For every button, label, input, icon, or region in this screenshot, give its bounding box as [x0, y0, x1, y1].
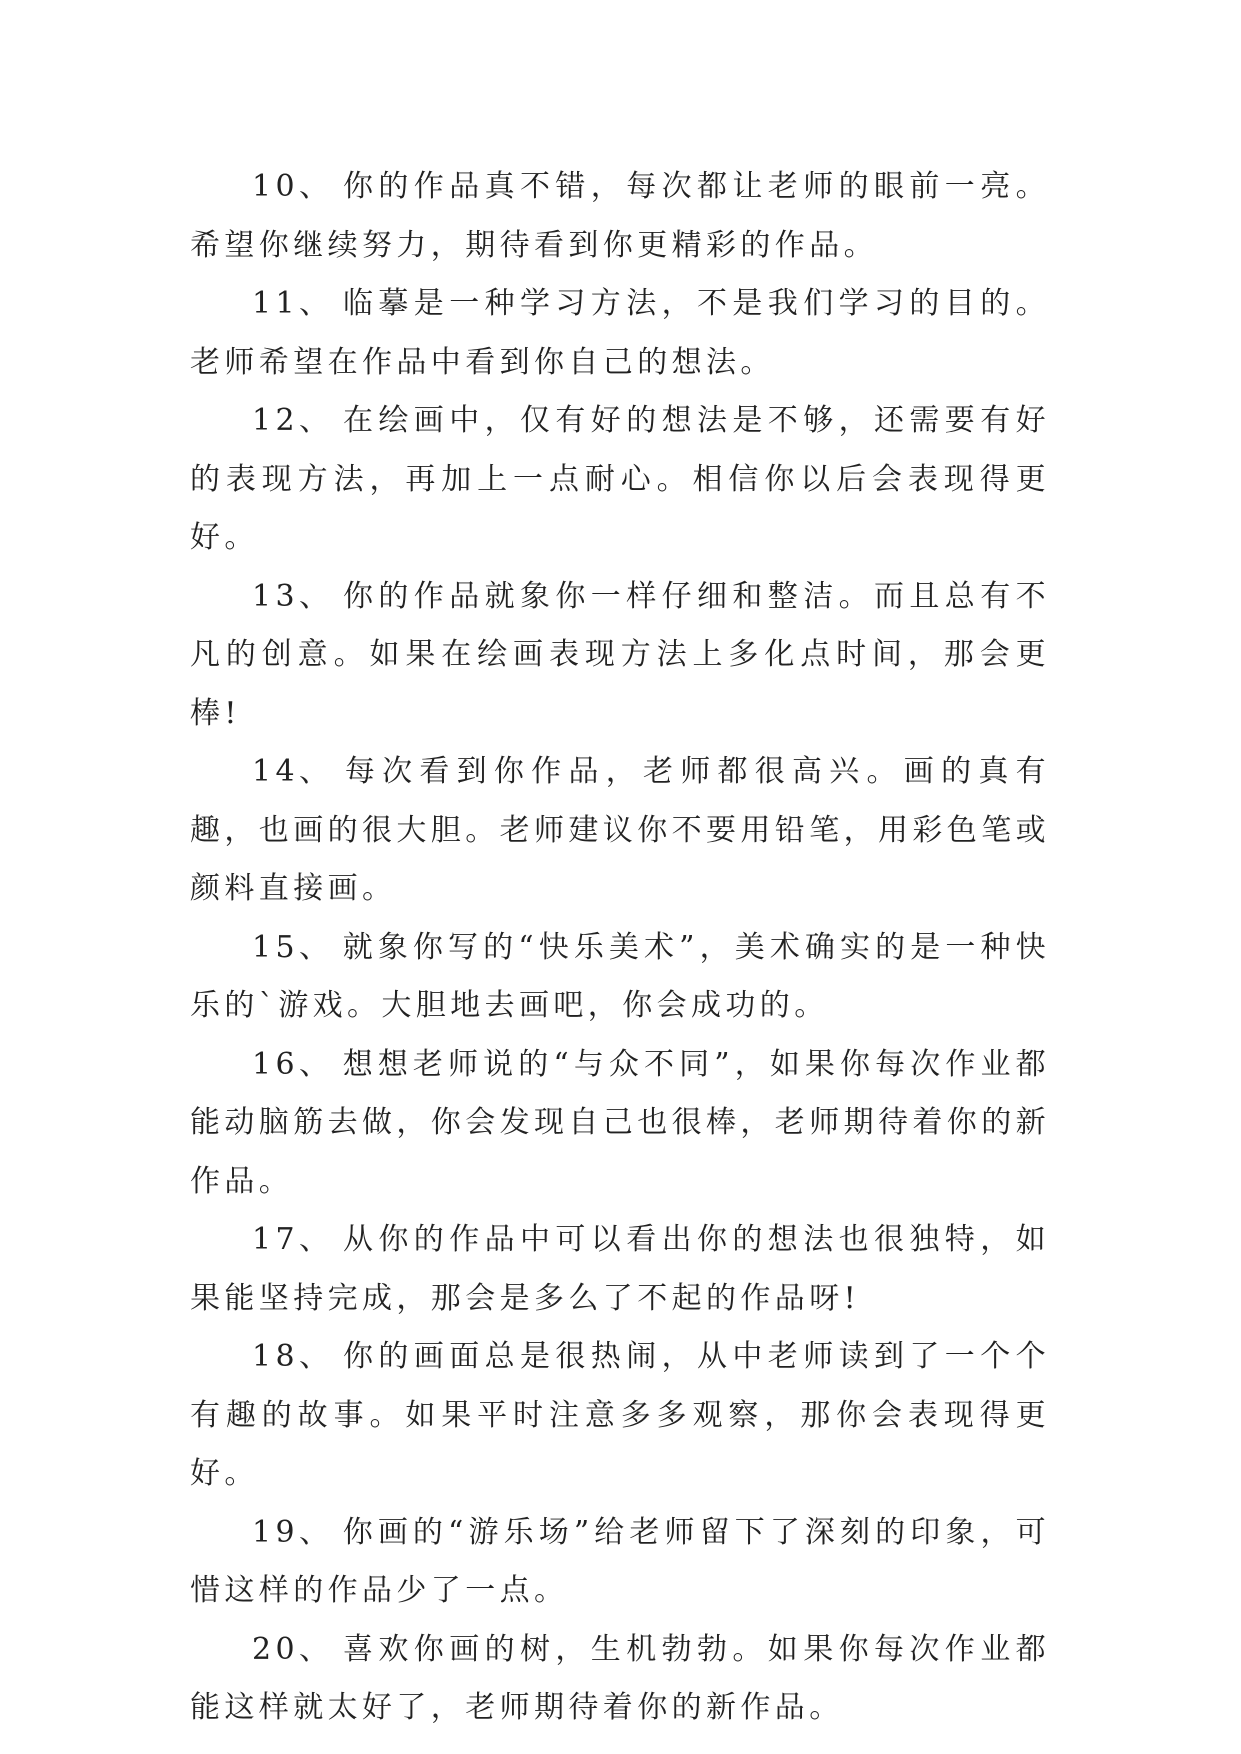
- item-number: 19、: [252, 1514, 334, 1550]
- item-number: 14、: [252, 754, 334, 789]
- list-item: [190, 1211, 1050, 1328]
- item-text: 在绘画中，仅有好的想法是不够，还需要有好的表现方法，再加上一点耐心。相信你以后会表现得更好。: [190, 403, 1050, 555]
- list-item: [190, 743, 1050, 919]
- item-number: 13、: [252, 578, 334, 614]
- list-item: [190, 275, 1050, 392]
- item-text: 喜欢你画的树，生机勃勃。如果你每次作业都能这样就太好了，老师期待着你的新作品。: [190, 1631, 1050, 1725]
- item-text: 就象你写的“快乐美术”，美术确实的是一种快乐的`游戏。大胆地去画吧，你会成功的。: [190, 929, 1050, 1023]
- list-item: [190, 1328, 1050, 1504]
- item-number: 16、: [252, 1046, 334, 1082]
- item-text: 想想老师说的“与众不同”，如果你每次作业都能动脑筋去做，你会发现自己也很棒，老师期待着你的新作品。: [190, 1046, 1050, 1199]
- document-body: [190, 158, 1050, 1738]
- list-item: [190, 568, 1050, 744]
- item-number: 17、: [252, 1222, 334, 1257]
- item-text: 从你的作品中可以看出你的想法也很独特，如果能坚持完成，那会是多么了不起的作品呀!: [190, 1222, 1050, 1316]
- item-number: 15、: [252, 929, 334, 965]
- item-text: 你的作品真不错，每次都让老师的眼前一亮。希望你继续努力，期待看到你更精彩的作品。: [190, 169, 1050, 263]
- item-number: 10、: [252, 169, 334, 204]
- list-item: [190, 1504, 1050, 1621]
- item-text: 你的画面总是很热闹，从中老师读到了一个个有趣的故事。如果平时注意多多观察，那你会表现得更好。: [190, 1339, 1050, 1491]
- list-item: [190, 392, 1050, 568]
- item-text: 你的作品就象你一样仔细和整洁。而且总有不凡的创意。如果在绘画表现方法上多化点时间，那会更棒!: [190, 578, 1050, 731]
- item-text: 你画的“游乐场”给老师留下了深刻的印象，可惜这样的作品少了一点。: [190, 1514, 1050, 1608]
- list-item: [190, 158, 1050, 275]
- list-item: [190, 1036, 1050, 1212]
- list-item: [190, 919, 1050, 1036]
- item-text: 每次看到你作品，老师都很高兴。画的真有趣，也画的很大胆。老师建议你不要用铅笔，用彩色笔或颜料直接画。: [190, 754, 1050, 906]
- item-number: 11、: [252, 286, 334, 321]
- item-number: 18、: [252, 1339, 334, 1374]
- item-text: 临摹是一种学习方法，不是我们学习的目的。老师希望在作品中看到你自己的想法。: [190, 286, 1050, 380]
- list-item: [190, 1621, 1050, 1738]
- item-number: 20、: [252, 1631, 334, 1667]
- item-number: 12、: [252, 403, 334, 438]
